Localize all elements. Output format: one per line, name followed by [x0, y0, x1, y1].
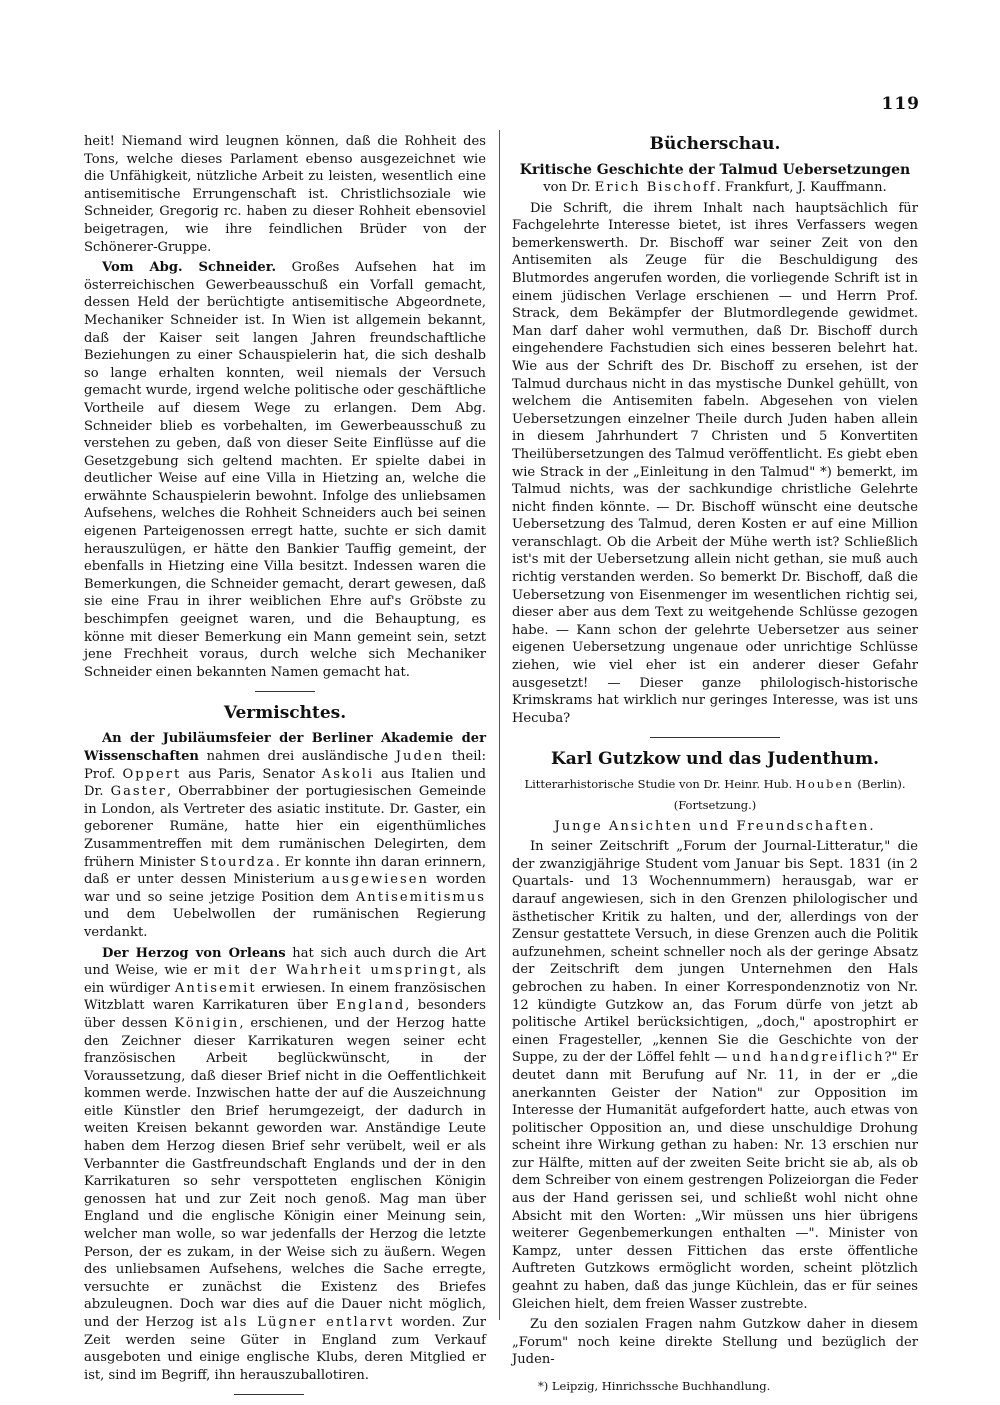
article-schneider-body: Großes Aufsehen hat im österreichischen Gewerbeausschuß ein Vorfall gemacht, dessen Held der berüchtigte antisemitische Abgeordnete, Mechaniker Schneider ist. In Wien ist allgemein bekannt, daß der Kaiser seit langen Jahren freundschaftliche Beziehungen zu einer Schauspielerin hat, die sich deshalb so lange erhalten konnten, weil niemals der Versuch gemacht wurde, irgend welche politische oder geschäftliche Vortheile auf diesem Wege zu erlangen. Dem Abg. Schneider blieb es vorbehalten, im Gewerbeausschuß zu verstehen zu geben, daß von dieser Seite Einflüsse auf die Gesetzgebung sich geltend machten. Er spielte dabei in deutlicher Weise auf eine Villa in Hietzing an, welche die erwähnte Schauspielerin bewohnt. Infolge des unliebsamen Aufsehens, welches die Rohheit Schneiders auch bei seinen eigenen Parteigenossen erregt hatte, suchte er sich damit herauszulügen, er hätte den Bankier Tauffig gemeint, der ebenfalls in Hietzing eine Villa besitzt. Indessen waren die Bemerkungen, die Schneider gemacht, derart gewesen, daß sie eine Frau in ihrer weiblichen Ehre auf's Gröbste zu beschimpfen geeignet waren, und die Behauptung, es könne mit dieser Bemerkung ein Mann gemeint sein, setzt jene Frechheit voraus, durch welche sich Mechaniker Schneider einen bekannten Namen gemacht hat. [84, 260, 486, 680]
text-run: worden war und so seine jetzige Position dem [84, 872, 486, 905]
book-review: Die Schrift, die ihrem Inhalt nach hauptsächlich für Fachgelehrte Interesse bietet, ist ihres Verfassers wegen bemerkenswerth. Dr. Bischoff war seiner Zeit von den Antisemiten als Zeuge für die Beschuldigung des Blutmordes angerufen worden, die vorliegende Schrift ist in einem jüdischen Verlage erschienen — und Herrn Prof. Strack, dem Bekämpfer der Blutmordlegende gewidmet. Man darf daher wohl vermuthen, daß Dr. Bischoff durch eingehendere Fachstudien sich eines besseren belehrt hat. Wie aus der Schrift des Dr. Bischoff zu ersehen, ist der Talmud durchaus nicht in das mystische Dunkel gehüllt, von welchem die Antisemiten fabeln. Abgesehen von vielen Uebersetzungen einzelner Theile durch Juden haben allein in diesem Jahrhundert 7 Christen und 5 Konvertiten Theilübersetzungen des Talmud veröffentlicht. Es giebt eben wie Strack in der „Einleitung in den Talmud" *) bemerkt, im Talmud nichts, was der sachkundige christliche Gelehrte nicht finden könnte. — Dr. Bischoff wünscht eine deutsche Uebersetzung des Talmud, deren Kosten er auf eine Million veranschlagt. Ob die Arbeit der Mühe werth ist? Schließlich ist's mit der Uebersetzung allein nicht gethan, sie muß auch richtig verstanden werden. So bemerkt Dr. Bischoff, daß die Uebersetzung von Eisenmenger im wesentlichen richtig sei, dieser aber aus dem Text zu weitgehende Schlüsse gezogen habe. — Kann schon der gelehrte Uebersetzer aus seiner eigenen Uebersetzung ungenaue oder unrichtige Schlüsse ziehen, wie viel eher ist ein anderer dieser Gefahr ausgesetzt! — Dieser ganze philologisch-historische Krimskrams hat wirklich nur geringes Interesse, was ist uns Hecuba? [512, 200, 918, 726]
article-orleans [84, 945, 486, 1385]
emphasis-run: Antisemit [174, 980, 257, 996]
emphasis-run: Askoli [321, 766, 375, 782]
text-run: aus Paris, Senator [181, 766, 322, 782]
column-divider [499, 130, 500, 1320]
emphasis-run: Antisemitismus [355, 889, 486, 905]
right-column [512, 133, 918, 1394]
emphasis-run: ausgewiesen [321, 872, 429, 888]
text-run: (Berlin). [853, 777, 906, 792]
emphasis-run: als Lügner entlarvt [223, 1315, 395, 1330]
footnote: *) Leipzig, Hinrichssche Buchhandlung. [538, 1379, 771, 1393]
emphasis-run: und handgreiflich [732, 1050, 885, 1066]
emphasis-run: Oppert [122, 766, 182, 782]
text-run: Litterarhistorische Studie von Dr. Heinr. Hub. [524, 777, 796, 792]
article-jubilaeum [84, 730, 486, 941]
continued-paragraph: heit! Niemand wird leugnen können, daß die Rohheit des Tons, welche dieses Parlament ebenso ausgezeichnet wie die Unfähigkeit, nützliche Arbeit zu leisten, wesentlich eine antisemitische Errungenschaft ist. Christlichsoziale wie Schneider, Gregorig rc. haben zu dieser Rohheit ebensoviel beigetragen, wie ihre feindlichen Brüder von der Schönerer-Gruppe. [84, 134, 486, 255]
text-run: theil: Prof. [84, 749, 486, 782]
gutzkow-paragraph-1 [512, 838, 918, 1313]
text-run: , erschienen, und der Herzog hatte den Zeichner dieser Karrikaturen wegen seiner echt französischen Arbeit beglückwünscht, in der Voraussetzung, daß dieser Brief nicht in die Oeffentlichkeit kommen werde. Inzwischen hatte der auf die Auszeichnung eitle Künstler den Brief herumgezeigt, der dadurch in weiten Kreisen bekannt geworden war. Anständige Leute haben dem Herzog diesen Brief sehr verübelt, weil er als Verbannter die Gastfreundschaft Englands und der in den Karrikaturen so sehr verspotteten englischen Königin genossen hat und zur Zeit noch genoß. Mag man über England und die englische Königin einer Meinung sein, welcher man wolle, so war jedenfalls der Herzog die letzte Person, der es zukam, in der Weise sich zu äußern. Wegen des unliebsamen Aufsehens, welches die Sache erregte, versuchte er zunächst die Existenz des Briefes abzuleugnen. Doch war dies auf die Dauer nicht möglich, und der Herzog ist [84, 1015, 487, 1330]
page-number: 119 [881, 94, 920, 114]
text-run: hat sich auch durch die Art und Weise, wie er [84, 945, 486, 979]
section-title-buecherschau: Bücherschau. [649, 134, 781, 154]
author-name: Erich Bischoff [594, 180, 717, 195]
emphasis-run: Stourdza [199, 854, 276, 870]
emphasis-run: mit der Wahrheit umspringt [213, 963, 458, 979]
text-run: . Er konnte ihn daran erinnern, daß er unter dessen Ministerium [84, 854, 486, 888]
text-run: , Oberrabbiner der portugiesischen Gemeinde in London, als Vertreter des asiatic institute. Dr. Gaster, ein geborener Rumäne, hatte hier ein eigenthümliches Zusammentreffen mit dem rumänischen Delegirten, dem frühern Minister [84, 784, 486, 870]
chapter-title: Junge Ansichten und Freundschaften. [554, 818, 876, 834]
article-orleans-lead: Der Herzog von Orleans [102, 945, 286, 961]
section-title-vermischtes: Vermischtes. [223, 703, 347, 724]
book-title: Kritische Geschichte der Talmud Uebersetzungen [519, 162, 911, 178]
continued-note: (Fortsetzung.) [673, 798, 757, 812]
text-run: aus Italien und Dr. [84, 766, 487, 800]
text-run: worden. Zur Zeit werden seine Güter in England zum Verkauf ausgeboten und einige englische Klubs, deren Mitglied er ist, sind im Begriff, ihn herauszuballotiren. [84, 1315, 486, 1383]
text-run: , als ein würdiger [84, 963, 486, 996]
text-run: . Frankfurt, J. Kauffmann. [716, 180, 887, 195]
gutzkow-paragraph-2: Zu den sozialen Fragen nahm Gutzkow daher in diesem „Forum" noch keine direkte Stellung und bezüglich der Juden- [512, 1317, 918, 1368]
emphasis-run: Gaster [110, 784, 167, 800]
text-run: erwiesen. In einem französischen Witzblatt waren Karrikaturen über [84, 980, 486, 1014]
article-jubilaeum-lead: An der Jubiläumsfeier der Berliner Akademie der Wissenschaften [84, 731, 486, 764]
book-byline [512, 179, 918, 197]
separator-rule [255, 691, 315, 692]
end-rule [234, 1394, 304, 1395]
author-name: Houben [795, 777, 854, 792]
article-schneider-lead: Vom Abg. Schneider. [102, 260, 277, 276]
left-column [84, 133, 486, 1405]
emphasis-run: Königin [174, 1015, 240, 1031]
text-run: nahmen drei ausländische [198, 749, 396, 764]
text-run: von Dr. [543, 180, 595, 195]
emphasis-run: Juden [395, 749, 445, 764]
text-run: , besonders über dessen [84, 998, 486, 1031]
emphasis-run: England [336, 998, 406, 1014]
text-run: und dem Uebelwollen der rumänischen Regierung verdankt. [84, 907, 486, 940]
text-run: In seiner Zeitschrift „Forum der Journal-Litteratur," die der zwanzigjährige Student vom Januar bis Sept. 1831 (in 2 Quartals- und 13 Wochennummern) herausgab, war er darauf angewiesen, sich in den Grenzen philologischer und ästhetischer Kritik zu halten, und der, allerdings von der Zensur gestattete Versuch, in diese Grenzen auch die Politik aufzunehmen, scheint schneller noch als der geringe Absatz der Zeitschrift dem jungen Unternehmen den Hals gebrochen zu haben. In einer Korrespondenznotiz von Nr. 12 kündigte Gutzkow an, das Forum dürfe von jetzt ab politische Artikel berücksichtigen, „doch," apostrophirt er einen Fragesteller, „kennen Sie die Geschichte von der Suppe, zu der der Löffel fehlt — [512, 839, 918, 1066]
study-subtitle [512, 776, 918, 794]
section-title-gutzkow: Karl Gutzkow und das Judenthum. [550, 749, 880, 770]
article-schneider [84, 259, 486, 681]
text-run: ?" Er deutet dann mit Berufung auf Nr. 11, in der er „die anerkannten Geister der Nation" zur Opposition im Interesse der Humanität aufgefordert hatte, auch etwas von politischer Opposition an, und diese unschuldige Drohung scheint ihre Wirkung gethan zu haben: Nr. 13 erschien nur zur Hälfte, mitten auf der zweiten Seite bricht sie ab, als ob dem Schreiber von einem gestrengen Polizeiorgan die Feder aus der Hand gerissen sei, und schließt wohl nicht ohne Absicht mit den Worten: „Wir müssen uns hier übrigens weiterer Gegenbemerkungen enthalten —". Minister von Kampz, unter dessen Fittichen das erste öffentliche Auftreten Gutzkows ermöglicht worden, scheint plötzlich geahnt zu haben, daß das junge Küchlein, das er für seines Gleichen hielt, dem freien Wasser zustrebte. [512, 1050, 918, 1312]
separator-rule [650, 737, 780, 738]
